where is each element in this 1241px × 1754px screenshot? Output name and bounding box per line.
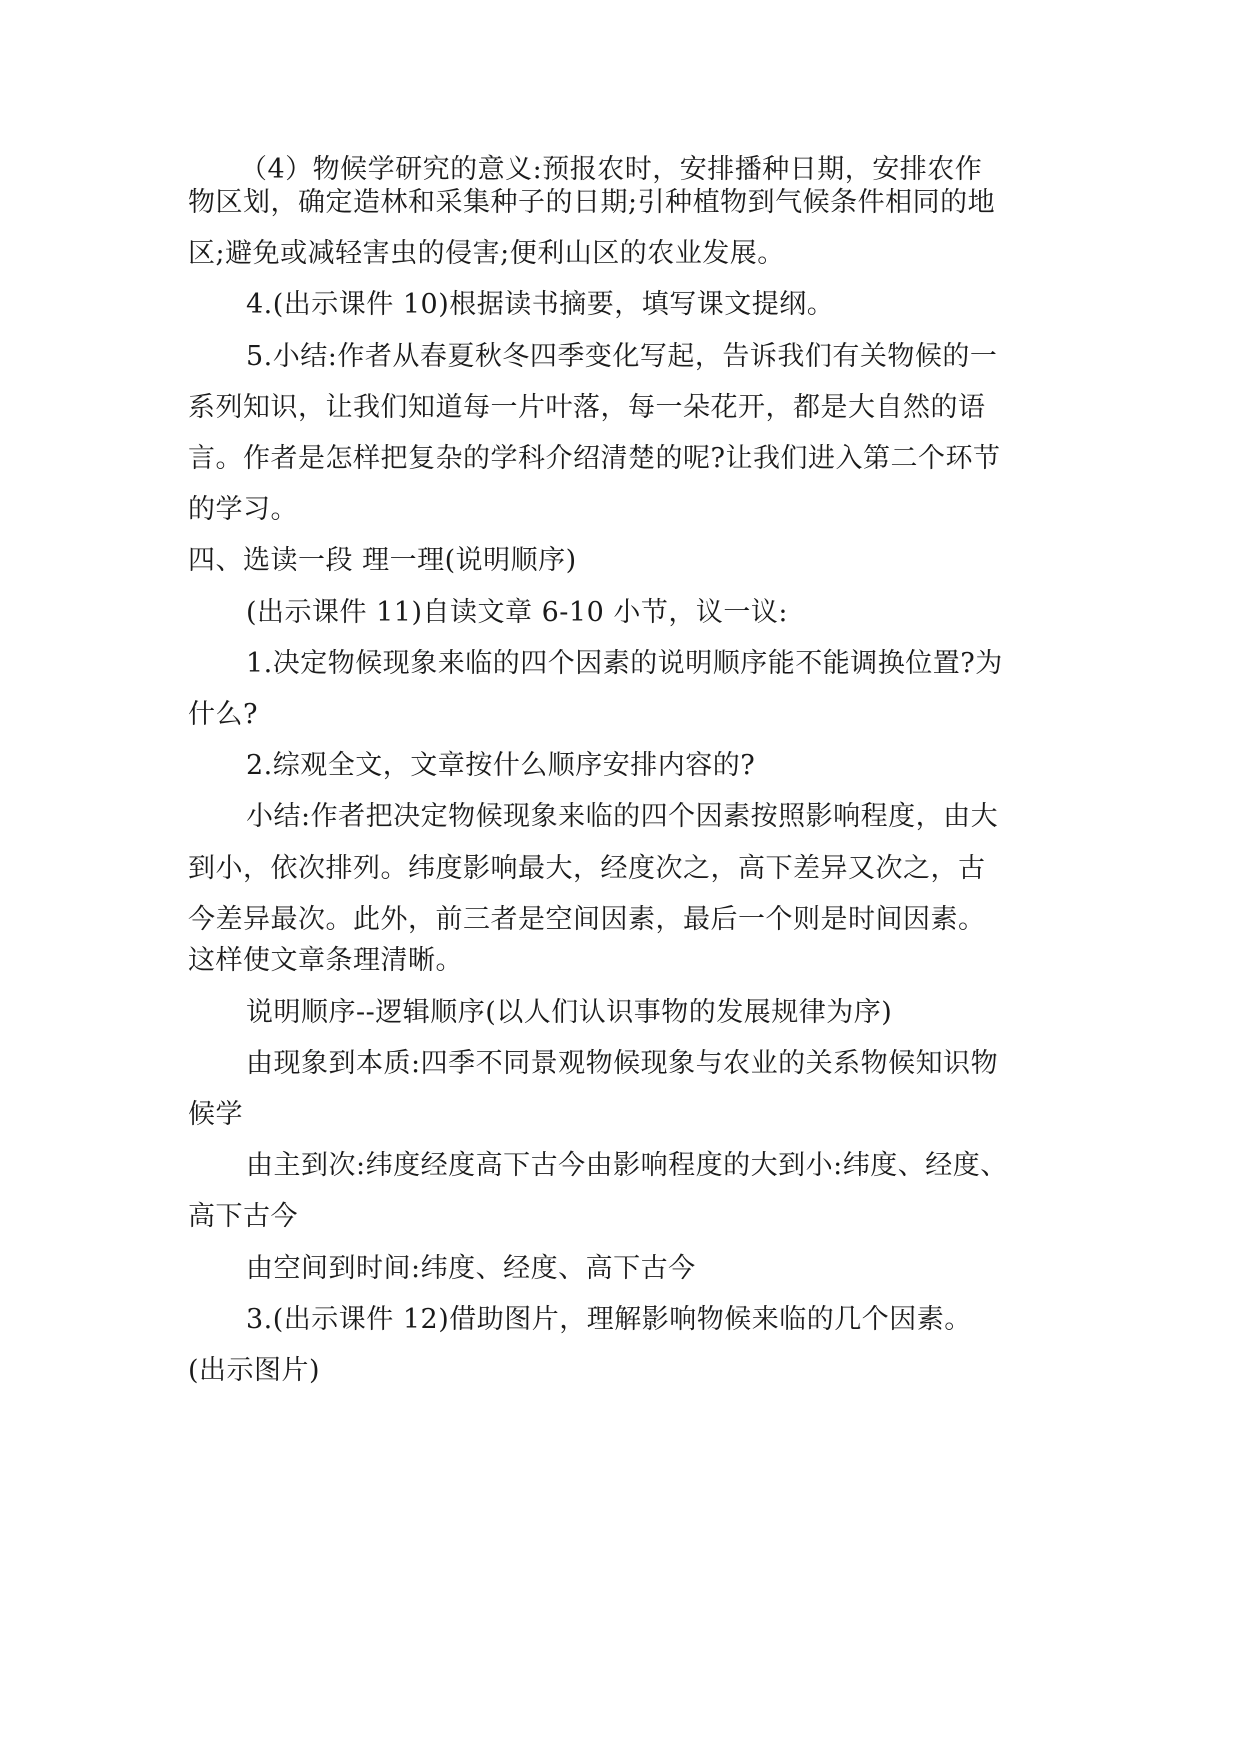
paragraph-line: 4.(出示课件 10)根据读书摘要，填写课文提纲。 <box>246 289 835 320</box>
paragraph-line: 2.综观全文，文章按什么顺序安排内容的? <box>246 750 756 781</box>
paragraph-line: 候学 <box>188 1099 243 1130</box>
paragraph-line: 由主到次:纬度经度高下古今由影响程度的大到小:纬度、经度、 <box>246 1150 1008 1181</box>
paragraph-line: 到小，依次排列。纬度影响最大，经度次之，高下差异又次之，古 <box>188 853 986 884</box>
paragraph-line: 由现象到本质:四季不同景观物候现象与农业的关系物候知识物 <box>246 1048 999 1079</box>
paragraph-line: 今差异最次。此外，前三者是空间因素，最后一个则是时间因素。 <box>188 904 986 935</box>
paragraph-line: 说明顺序--逻辑顺序(以人们认识事物的发展规律为序) <box>246 997 893 1028</box>
paragraph-line: 系列知识，让我们知道每一片叶落，每一朵花开，都是大自然的语 <box>188 392 986 423</box>
paragraph-line: 的学习。 <box>188 494 298 525</box>
paragraph-line: (出示图片) <box>188 1355 321 1386</box>
paragraph-line: 小结:作者把决定物候现象来临的四个因素按照影响程度，由大 <box>246 801 999 832</box>
paragraph-line: 什么? <box>188 699 258 730</box>
paragraph-line: (出示课件 11)自读文章 6-10 小节，议一议: <box>246 597 788 628</box>
paragraph-line: 5.小结:作者从春夏秋冬四季变化写起，告诉我们有关物候的一 <box>246 341 998 372</box>
section-heading: 四、选读一段 理一理(说明顺序) <box>188 545 577 576</box>
paragraph-line: （4）物候学研究的意义:预报农时，安排播种日期，安排农作 <box>240 154 983 185</box>
paragraph-line: 区;避免或减轻害虫的侵害;便利山区的农业发展。 <box>188 238 785 269</box>
paragraph-line: 言。作者是怎样把复杂的学科介绍清楚的呢?让我们进入第二个环节 <box>188 443 1001 474</box>
paragraph-line: 物区划，确定造林和采集种子的日期;引种植物到气候条件相同的地 <box>188 187 996 218</box>
paragraph-line: 高下古今 <box>188 1201 298 1232</box>
paragraph-line: 3.(出示课件 12)借助图片，理解影响物候来临的几个因素。 <box>246 1304 972 1335</box>
paragraph-line: 这样使文章条理清晰。 <box>188 945 463 976</box>
paragraph-line: 由空间到时间:纬度、经度、高下古今 <box>246 1253 696 1284</box>
paragraph-line: 1.决定物候现象来临的四个因素的说明顺序能不能调换位置?为 <box>246 648 1003 679</box>
